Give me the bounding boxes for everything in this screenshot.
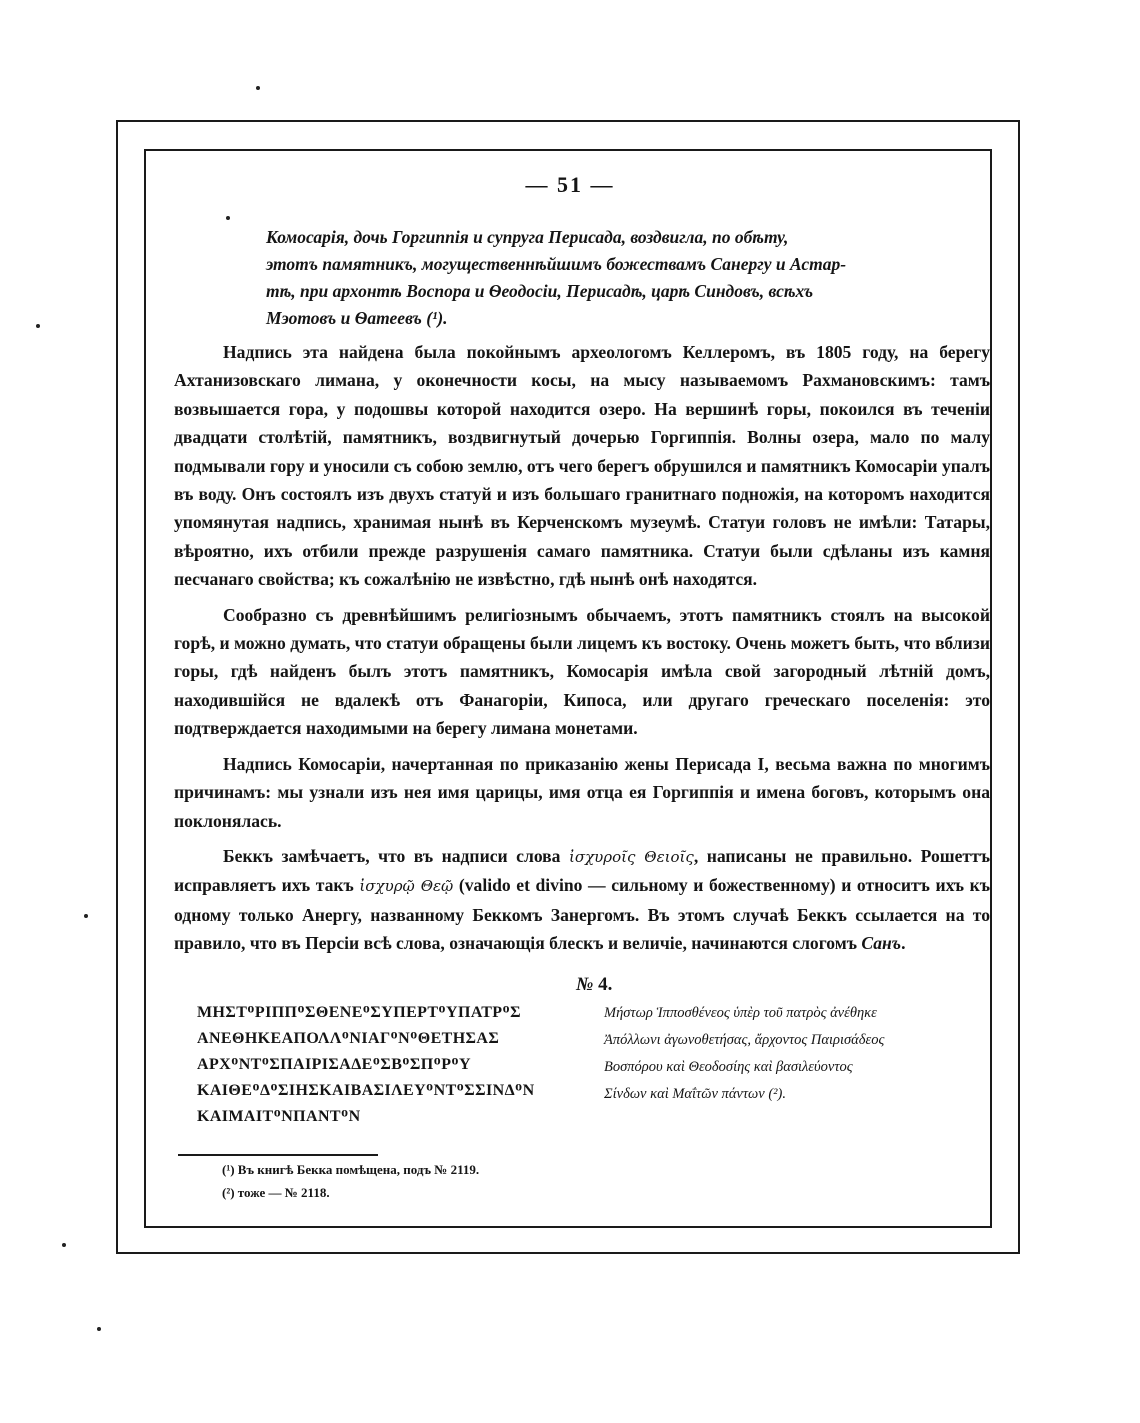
greek-phrase: ἰσχυρῷ Θεῷ bbox=[359, 877, 454, 896]
inscription-line: ΚΑΙΘΕᴼΔᴼΣΙΗΣΚΑΙΒΑΣΙΛΕΥᴼΝΤᴼΣΣΙΝΔᴼΝ bbox=[197, 1082, 535, 1099]
body-text bbox=[174, 338, 990, 965]
scan-speck bbox=[62, 1243, 66, 1247]
footnotes bbox=[222, 1158, 479, 1204]
text-span: (valido et divino — сильному и божественному) и относитъ ихъ къ одному только Анергу, названному Беккомъ Занергомъ. Въ этомъ случаѣ Беккъ ссылается на то правило, что въ Персiи всѣ слова, означающiя блескъ и величiе, начинаются слогомъ bbox=[174, 875, 991, 954]
footnote: (¹) Въ книгѣ Бекка помѣщена, подъ № 2119. bbox=[222, 1162, 480, 1177]
paragraph-beck bbox=[174, 842, 990, 958]
scan-speck bbox=[97, 1327, 101, 1331]
verse-line: тѣ, при архонтѣ Воспора и Ѳеодосiи, Перисадѣ, царѣ Синдовъ, всѣхъ bbox=[266, 281, 814, 301]
footnote: (²) тоже — № 2118. bbox=[222, 1185, 330, 1200]
scan-speck bbox=[84, 914, 88, 918]
greek-phrase: ἰσχυροῖς Θειοῖς bbox=[568, 847, 694, 866]
transcription-line: Ἀπόλλωνι ἀγωνοθετήσας, ἄρχοντος Παιρισάδεος bbox=[604, 1032, 885, 1048]
dedication-text bbox=[266, 224, 904, 332]
greek-inscription bbox=[197, 1000, 579, 1130]
verse-line: этотъ памятникъ, могущественнѣйшимъ божествамъ Санергу и Астар- bbox=[266, 254, 847, 274]
text-span: Беккъ замѣчаетъ, что въ надписи слова bbox=[223, 845, 569, 866]
verse-line: Мэотовъ и Ѳатеевъ (¹). bbox=[266, 308, 448, 328]
scan-speck bbox=[36, 324, 40, 328]
paragraph: Сообразно съ древнѣйшимъ религiознымъ обычаемъ, этотъ памятникъ стоялъ на высокой горѣ, и можно думать, что статуи обращены были лицемъ къ востоку. Очень можетъ быть, что вблизи горы, гдѣ найденъ былъ этотъ памятникъ, Комосарiя имѣла свой загородный лѣтнiй домъ, находившiйся не вдалекѣ отъ Фанагорiи, Кипоса, или другаго греческаго поселенiя: это подтверждается находимыми на берегу лимана монетами. bbox=[174, 604, 990, 739]
transcription-line: Μήστωρ Ἱπποσθένεος ὑπὲρ τοῦ πατρὸς ἀνέθηκε bbox=[604, 1005, 877, 1021]
scan-speck bbox=[256, 86, 260, 90]
inscription-line: ΚΑΙΜΑΙΤᴼΝΠΑΝΤᴼΝ bbox=[197, 1108, 361, 1125]
paragraph: Надпись эта найдена была покойнымъ археологомъ Келлеромъ, въ 1805 году, на берегу Ахтанизовскаго лимана, у оконечности косы, на мысу называемомъ Рахмановскимъ: тамъ возвышается гора, у подошвы которой находится озеро. На вершинѣ горы, покоился въ теченiи двадцати столѣтiй, памятникъ, воздвигнутый дочерью Горгиппiя. Волны озера, мало по малу подмывали гору и уносили съ собою землю, отъ чего берегъ обрушился и памятникъ Комосарiи упалъ въ воду. Онъ состоялъ изъ двухъ статуй и изъ большаго гранитнаго подножiя, на которомъ находится упомянутая надпись, хранимая нынѣ въ Керченскомъ музеумѣ. Статуи головъ не имѣли: Татары, вѣроятно, ихъ отбили прежде разрушенiя самаго памятника. Статуи были сдѣланы изъ камня песчанаго свойства; къ сожалѣнiю не извѣстно, гдѣ нынѣ онѣ находятся. bbox=[174, 342, 990, 590]
paragraph: Надпись Комосарiи, начертанная по приказанiю жены Перисада I, весьма важна по многимъ причинамъ: мы узнали изъ нея имя царицы, имя отца ея Горгиппiя и имена боговъ, которымъ она поклонялась. bbox=[174, 753, 990, 831]
inscription-line: ΑΡΧᴼΝΤᴼΣΠΑΙΡΙΣΑΔΕᴼΣΒᴼΣΠᴼΡᴼΥ bbox=[197, 1056, 471, 1073]
verse-line: Комосарiя, дочь Горгиппiя и супруга Перисада, воздвигла, по обѣту, bbox=[266, 227, 789, 247]
inscription-line: ΜΗΣΤᴼΡΙΠΠᴼΣΘΕΝΕᴼΣΥΠΕΡΤᴼΥΠΑΤΡᴼΣ bbox=[197, 1004, 521, 1021]
italic-word: Санъ bbox=[861, 933, 902, 954]
text-span: . bbox=[901, 933, 906, 954]
page-number: — 51 — bbox=[525, 172, 615, 197]
number-sign: № bbox=[576, 974, 594, 995]
transcription-line: Βοσπόρου καὶ Θεοδοσίης καὶ βασιλεύοντος bbox=[604, 1059, 853, 1075]
scan-speck bbox=[226, 216, 230, 220]
text-span: , написаны не правильно. Рошеттъ исправляетъ ихъ такъ bbox=[174, 845, 990, 896]
inscription-line: ΑΝΕΘΗΚΕΑΠΟΛΛᴼΝΙΑΓᴼΝᴼΘΕΤΗΣΑΣ bbox=[197, 1030, 500, 1047]
inscription-number: 4. bbox=[598, 974, 613, 995]
inscription-heading bbox=[576, 974, 612, 996]
transcription-line: Σίνδων καὶ Μαΐτῶν πάντων (²). bbox=[604, 1086, 786, 1102]
footnote-separator bbox=[178, 1154, 378, 1156]
greek-transcription bbox=[604, 1000, 984, 1108]
